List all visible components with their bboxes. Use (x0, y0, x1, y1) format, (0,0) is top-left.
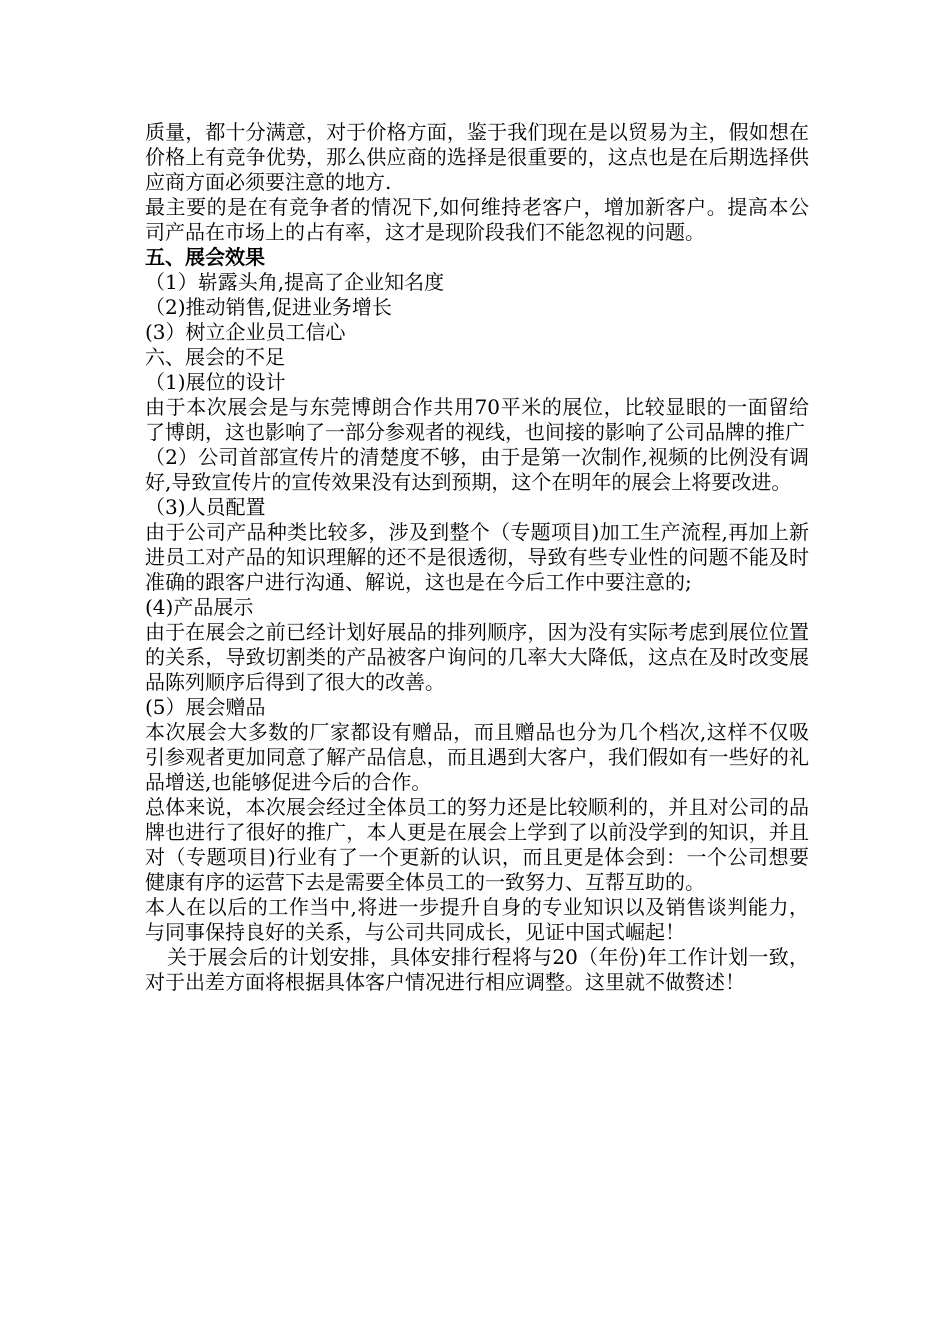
paragraph-future-work: 本人在以后的工作当中,将进一步提升自身的专业知识以及销售谈判能力，与同事保持良好的关系，与公司共同成长，见证中国式崛起！ (145, 895, 809, 944)
subheading-booth-design: （1)展位的设计 (145, 370, 286, 394)
paragraph-staffing: 由于公司产品种类比较多，涉及到整个（专题项目)加工生产流程,再加上新进员工对产品的知识理解的还不是很透彻，导致有些专业性的问题不能及时准确的跟客户进行沟通、解说，这也是在今后工作中要注意的; (145, 520, 809, 594)
paragraph-summary: 总体来说，本次展会经过全体员工的努力还是比较顺利的，并且对公司的品牌也进行了很好的推广，本人更是在展会上学到了以前没学到的知识，并且对（专题项目)行业有了一个更新的认识，而且更是体会到：一个公司想要健康有序的运营下去是需要全体员工的一致努力、互帮互助的。 (145, 795, 809, 894)
subheading-staffing: （3)人员配置 (145, 495, 266, 519)
document-page (145, 120, 809, 995)
section-heading-shortcomings: 六、展会的不足 (145, 345, 285, 369)
subheading-giveaways: (5）展会赠品 (145, 695, 266, 719)
paragraph-plan: 关于展会后的计划安排，具体安排行程将与20（年份)年工作计划一致，对于出差方面将根据具体客户情况进行相应调整。这里就不做赘述！ (145, 945, 809, 994)
list-item-effect-3: (3）树立企业员工信心 (145, 320, 346, 344)
subheading-product-display: (4)产品展示 (145, 595, 254, 619)
paragraph-quality: 质量，都十分满意，对于价格方面，鉴于我们现在是以贸易为主，假如想在价格上有竞争优势，那么供应商的选择是很重要的，这点也是在后期选择供应商方面必须要注意的地方. (145, 120, 809, 194)
paragraph-giveaways: 本次展会大多数的厂家都设有赠品，而且赠品也分为几个档次,这样不仅吸引参观者更加同意了解产品信息，而且遇到大客户，我们假如有一些好的礼品增送,也能够促进今后的合作。 (145, 720, 809, 794)
section-heading-exhibition-effect: 五、展会效果 (145, 245, 265, 269)
paragraph-promo-video: （2）公司首部宣传片的清楚度不够，由于是第一次制作,视频的比例没有调好,导致宣传片的宣传效果没有达到预期，这个在明年的展会上将要改进。 (145, 445, 809, 494)
paragraph-competition: 最主要的是在有竞争者的情况下,如何维持老客户，增加新客户。提高本公司产品在市场上的占有率，这才是现阶段我们不能忽视的问题。 (145, 195, 809, 244)
list-item-effect-2: （2)推动销售,促进业务增长 (145, 295, 392, 319)
list-item-effect-1: （1）崭露头角,提高了企业知名度 (145, 270, 445, 294)
paragraph-product-display: 由于在展会之前已经计划好展品的排列顺序，因为没有实际考虑到展位位置的关系，导致切割类的产品被客户询问的几率大大降低，这点在及时改变展品陈列顺序后得到了很大的改善。 (145, 620, 809, 694)
paragraph-booth-design: 由于本次展会是与东莞博朗合作共用70平米的展位，比较显眼的一面留给了博朗，这也影响了一部分参观者的视线，也间接的影响了公司品牌的推广 (145, 395, 809, 444)
